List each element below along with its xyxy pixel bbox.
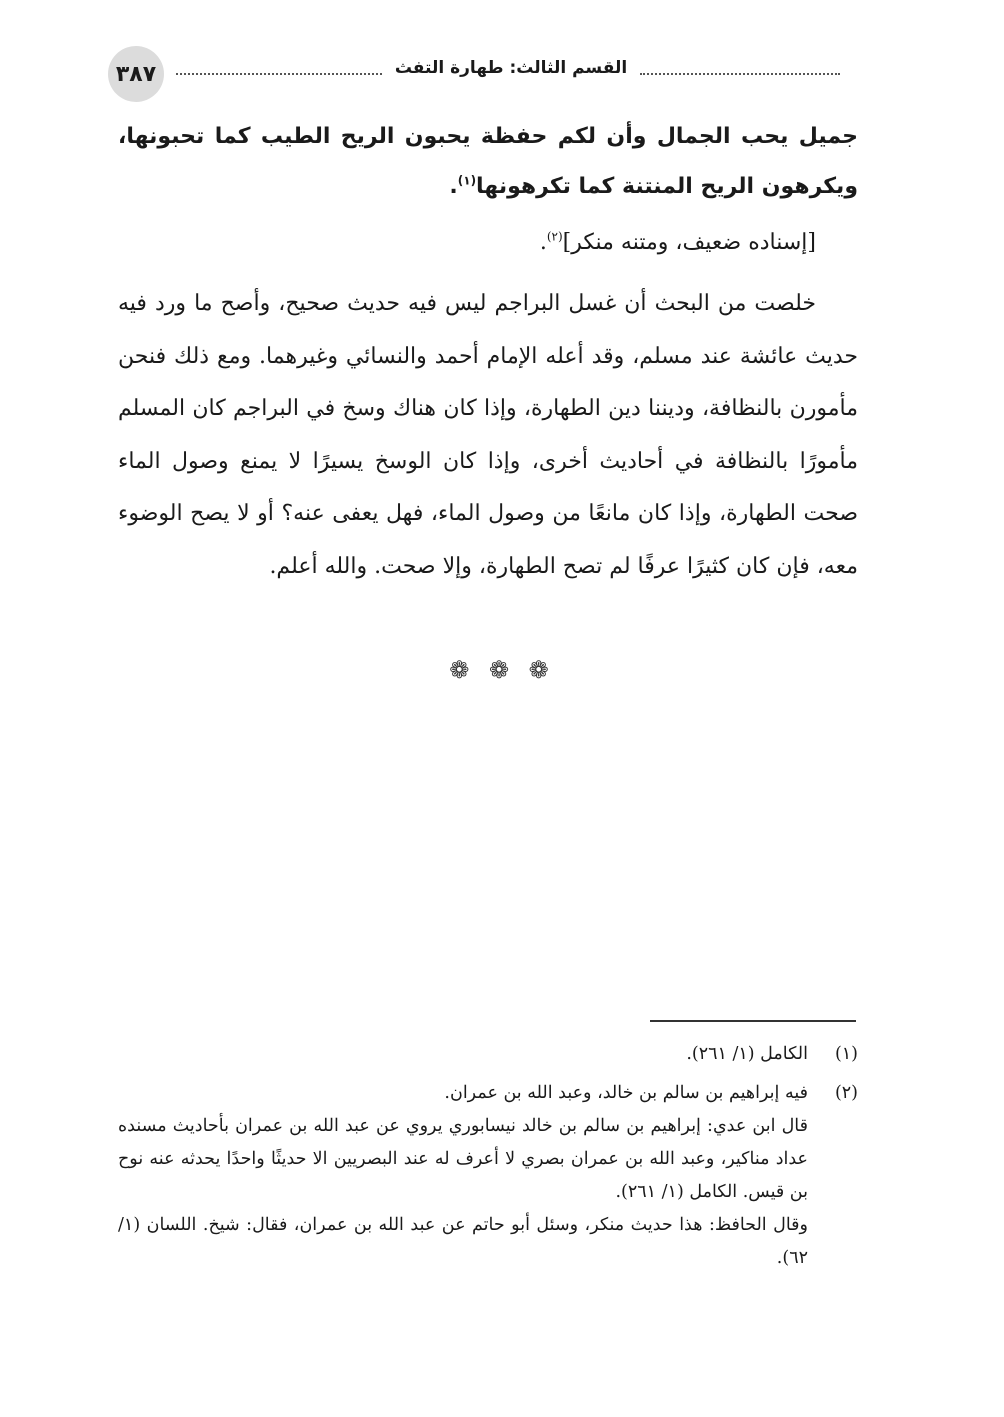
page-number-text: ٣٨٧ [115, 61, 157, 87]
footnote-number: (٢) [834, 1083, 858, 1103]
footnote-line: وقال الحافظ: هذا حديث منكر، وسئل أبو حاتم عن عبد الله بن عمران، فقال: شيخ. اللسان (١/ ٦٢). [118, 1215, 808, 1268]
footnotes [118, 1038, 858, 1281]
footnote-ref-2[interactable]: (٢) [546, 229, 563, 244]
footnote-1 [118, 1038, 858, 1071]
section-separator-ornament: ❁ ❁ ❁ [449, 656, 555, 684]
footnote-number: (١) [834, 1044, 858, 1064]
hadith-text: جميل يحب الجمال وأن لكم حفظة يحبون الريح الطيب كما تحبونها، ويكرهون الريح المنتنة كما تكرهونها [118, 124, 858, 199]
footnote-ref-1[interactable]: (١) [457, 173, 477, 188]
grade-text: [إسناده ضعيف، ومتنه منكر] [562, 230, 816, 255]
header-dotted-leader-left [176, 73, 382, 75]
footnote-divider [650, 1020, 856, 1022]
page-number [108, 46, 164, 102]
footnote-line: قال ابن عدي: إبراهيم بن سالم بن خالد نيسابوري يروي عن عبد الله بن عمران بأحاديث مسنده عداد مناكير، وعبد الله بن عمران بصري لا أعرف له عند البصريين الا حديثًا واحدًا يحدثه عنه نوح بن قيس. الكامل (١/ ٢٦١). [118, 1116, 808, 1202]
running-title: القسم الثالث: طهارة التفث [394, 58, 628, 78]
grade-end: . [539, 230, 547, 255]
footnote-line: فيه إبراهيم بن سالم بن خالد، وعبد الله بن عمران. [444, 1083, 808, 1103]
header-dotted-leader-right [640, 73, 840, 75]
conclusion-paragraph: خلصت من البحث أن غسل البراجم ليس فيه حديث صحيح، وأصح ما ورد فيه حديث عائشة عند مسلم، وقد أعله الإمام أحمد والنسائي وغيرهما. ومع ذلك فنحن مأمورن بالنظافة، وديننا دين الطهارة، وإذا كان هناك وسخ في البراجم كان المسلم مأمورًا بالنظافة في أحاديث أخرى، وإذا كان الوسخ يسيرًا لا يمنع وصول الماء صحت الطهارة، وإذا كان مانعًا من وصول الماء، فهل يعفى عنه؟ أو لا يصح الوضوء معه، فإن كان كثيرًا عرفًا لم تصح الطهارة، وإلا صحت. والله أعلم. [118, 291, 858, 579]
grade-paragraph [118, 220, 858, 266]
footnote-2 [118, 1077, 858, 1275]
footnote-text [118, 1077, 808, 1275]
footnote-line: الكامل (١/ ٢٦١). [686, 1044, 808, 1064]
hadith-end: . [449, 174, 458, 199]
footnote-text [118, 1038, 808, 1071]
hadith-paragraph [118, 112, 858, 212]
